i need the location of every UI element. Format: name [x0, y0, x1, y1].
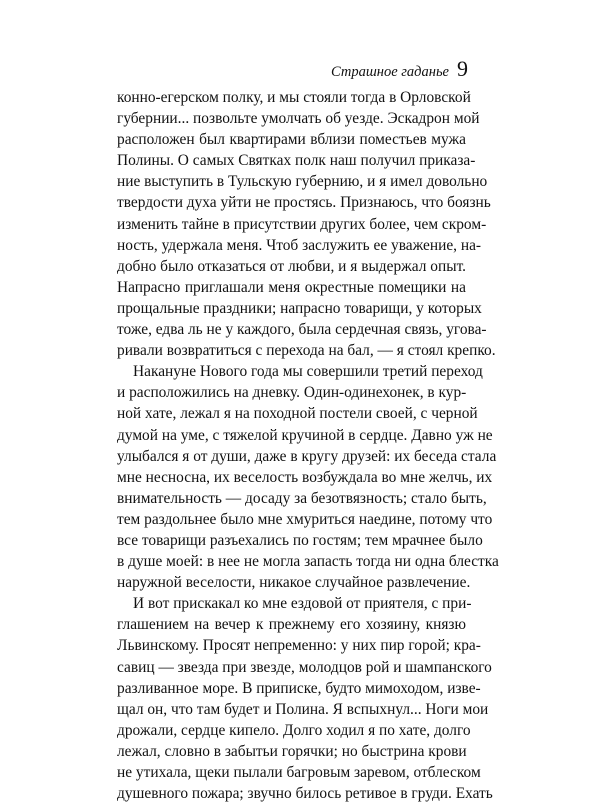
text-line: думой на уме, с тяжелой кручиной в сердце. Давно уж не — [117, 426, 493, 444]
text-line: ность, удержала меня. Чтоб заслужить ее уважение, на- — [117, 236, 482, 254]
body-text — [117, 87, 499, 804]
paragraph — [117, 87, 496, 361]
text-line: не утихала, щеки пылали багровым заревом, отблеском — [117, 764, 481, 781]
text-line: ние выступить в Тульскую губернию, и я имел довольно — [117, 173, 488, 191]
text-line: ной хате, лежал я на походной постели своей, с черной — [117, 405, 478, 423]
text-line: мне несносна, их веселость возбуждала во мне желчь, их — [117, 468, 493, 486]
page-number: 9 — [457, 56, 468, 81]
text-line: изменить тайне в присутствии других более, чем скром- — [117, 215, 487, 233]
paragraph — [117, 593, 493, 804]
text-line: наружной веселости, никакое случайное развлечение. — [117, 574, 471, 592]
text-line: внимательность — досаду за безотвязность; стало быть, — [117, 489, 487, 507]
text-line: в душе моей: в нее не могла запасть тогда ни одна блестка — [117, 553, 499, 571]
text-line: лежал, словно в забытьи горячки; но быстрина крови — [117, 742, 467, 760]
text-line: глашением на вечер к прежнему его хозяину, князю — [117, 616, 466, 634]
text-line: губернии... позвольте умолчать об уезде. Эскадрон мой — [117, 110, 480, 128]
text-line: улыбался я от души, даже в кругу друзей: их беседа стала — [117, 447, 497, 465]
text-line: Накануне Нового года мы совершили третий переход — [133, 363, 483, 381]
text-line: ривали возвратиться с перехода на бал, — я стоял крепко. — [117, 342, 496, 360]
text-line: твердости духа уйти не простясь. Признаюсь, что боязнь — [117, 194, 491, 212]
page-header — [331, 58, 468, 81]
text-line: щал он, что там будет и Полина. Я вспыхнул... Ноги мои — [117, 700, 489, 718]
running-title: Страшное гаданье — [330, 64, 449, 80]
text-line: тем раздольнее было мне хмуриться наедине, потому что — [117, 510, 493, 528]
text-line: и расположились на дневку. Один-одинехонек, в кур- — [117, 384, 467, 402]
text-line: все товарищи разъехались по гостям; тем мрачнее было — [117, 531, 483, 549]
text-line: расположен был квартирами вблизи поместьев мужа — [117, 131, 466, 149]
text-line: добно было отказаться от любви, и я выдержал опыт. — [117, 257, 466, 275]
text-line: Напрасно приглашали меня окрестные помещики на — [117, 278, 466, 296]
text-line: Полины. О самых Святках полк наш получил приказа- — [117, 152, 476, 170]
text-line: савиц — звезда при звезде, молодцов рой и шампанского — [117, 658, 492, 676]
text-line: прощальные праздники; напрасно товарищи, у которых — [117, 299, 482, 317]
text-line: тоже, едва ль не у каждого, была сердечная связь, угова- — [117, 321, 487, 339]
text-line: разливанное море. В приписке, будто мимоходом, изве- — [117, 679, 481, 697]
text-line: дрожали, сердце кипело. Долго ходил я по хате, долго — [117, 721, 471, 739]
paragraph — [117, 361, 499, 593]
text-line: Львинскому. Просят непременно: у них пир горой; кра- — [117, 637, 481, 655]
text-line: душевного пожара; звучно билось ретивое в груди. Ехать — [117, 785, 493, 803]
text-line: конно-егерском полку, и мы стояли тогда в Орловской — [117, 89, 471, 106]
text-line: И вот прискакал ко мне ездовой от приятеля, с при- — [133, 595, 472, 613]
